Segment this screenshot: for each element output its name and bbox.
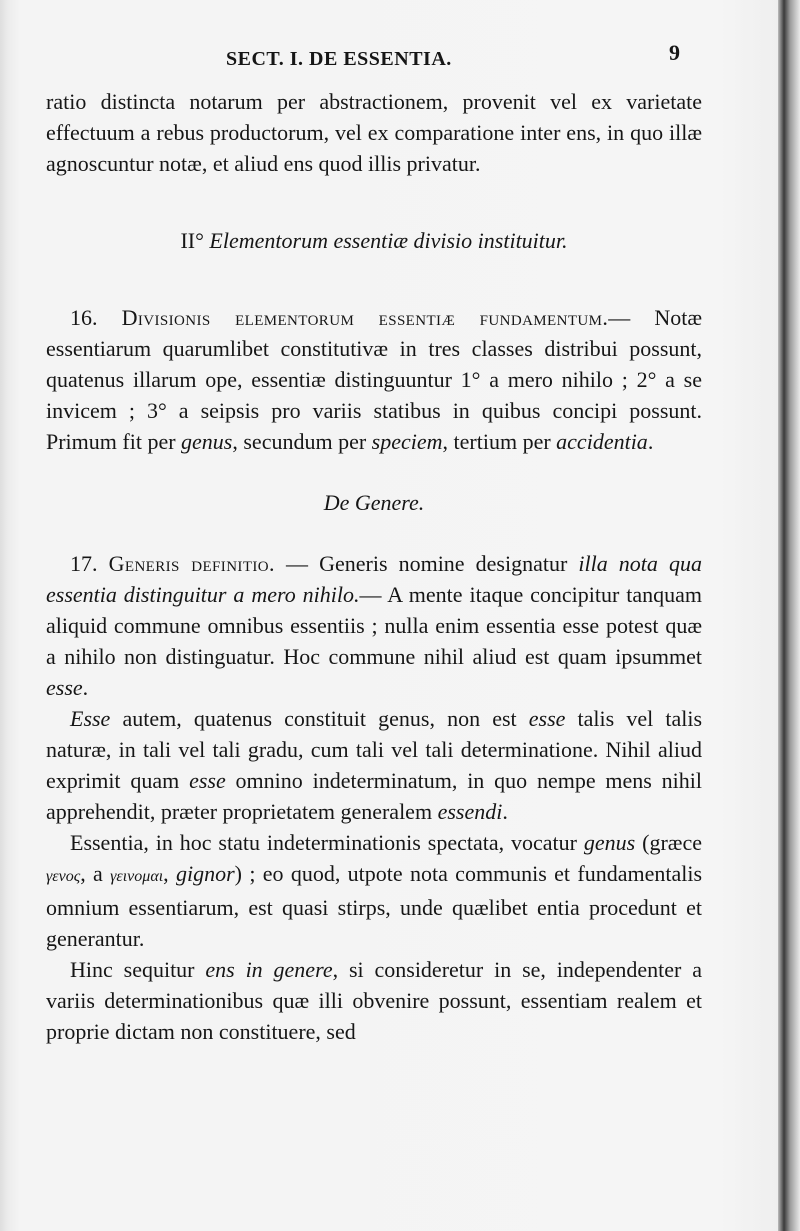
paragraph-16: 16. Divisionis elementorum essentiæ fundamentum.— Notæ essentiarum quarumlibet constitutivæ in tres classes distribui possunt, quatenus illarum ope, essentiæ distinguuntur 1° a mero nihilo ; 2° a se invicem ; 3° a seipsis pro variis statibus in quibus concipi possunt. Primum fit per genus, secundum per speciem, tertium per accidentia. (46, 305, 703, 454)
page-number: 9 (669, 40, 680, 65)
paragraph-hinc: Hinc sequitur ens in genere, si consideretur in se, independenter a variis determinationibus quæ illi obvenire possunt, essentiam realem et proprie dictam non constituere, sed (46, 957, 702, 1044)
running-head: SECT. I. DE ESSENTIA. (226, 48, 452, 70)
paragraph-number: 17. (70, 551, 98, 576)
definition-text: illa nota qua essentia distinguitur a mero nihilo. (46, 551, 703, 607)
book-spine-shadow (778, 0, 800, 1231)
section-numeral: II° (180, 228, 204, 253)
paragraph-17: 17. Generis definitio. — Generis nomine designatur illa nota qua essentia distinguitur a mero nihilo.— A mente itaque concipitur tanquam aliquid commune omnibus essentiis ; nulla enim essentia esse potest quæ a nihilo non distinguatur. Hoc commune nihil aliud est quam ipsummet esse. (46, 551, 703, 700)
paragraph-number: 16. (70, 305, 98, 330)
paragraph-continuation: ratio distincta notarum per abstractionem, provenit vel ex varietate effectuum a rebus productorum, vel ex comparatione inter ens, in quo illæ agnoscuntur notæ, et aliud ens quod illis privatur. (46, 89, 702, 176)
page-body (46, 86, 702, 1047)
subsection-heading: De Genere. (323, 490, 425, 515)
page-header (40, 40, 680, 74)
section-heading (46, 225, 702, 256)
paragraph-heading: Divisionis elementorum essentiæ fundamentum. (121, 305, 609, 330)
section-title: Elementorum essentiæ divisio instituitur. (209, 228, 568, 253)
paragraph-esse: Esse autem, quatenus constituit genus, non est esse talis vel talis naturæ, in tali vel tali gradu, cum tali vel tali determinatione. Nihil aliud exprimit quam esse omnino indeterminatum, in quo nempe mens nihil apprehendit, præter proprietatem generalem essendi. (46, 706, 703, 824)
greek-word: γεινομαι (110, 868, 164, 885)
greek-word: γενος (46, 868, 81, 885)
paragraph-heading: Generis definitio. (108, 551, 275, 576)
paragraph-essentia: Essentia, in hoc statu indeterminationis spectata, vocatur genus (græce γενος, a γεινομαι, gignor) ; eo quod, utpote nota communis et fundamentalis omnium essentiarum, est quasi stirps, unde quælibet entia procedunt et generantur. (46, 830, 703, 951)
